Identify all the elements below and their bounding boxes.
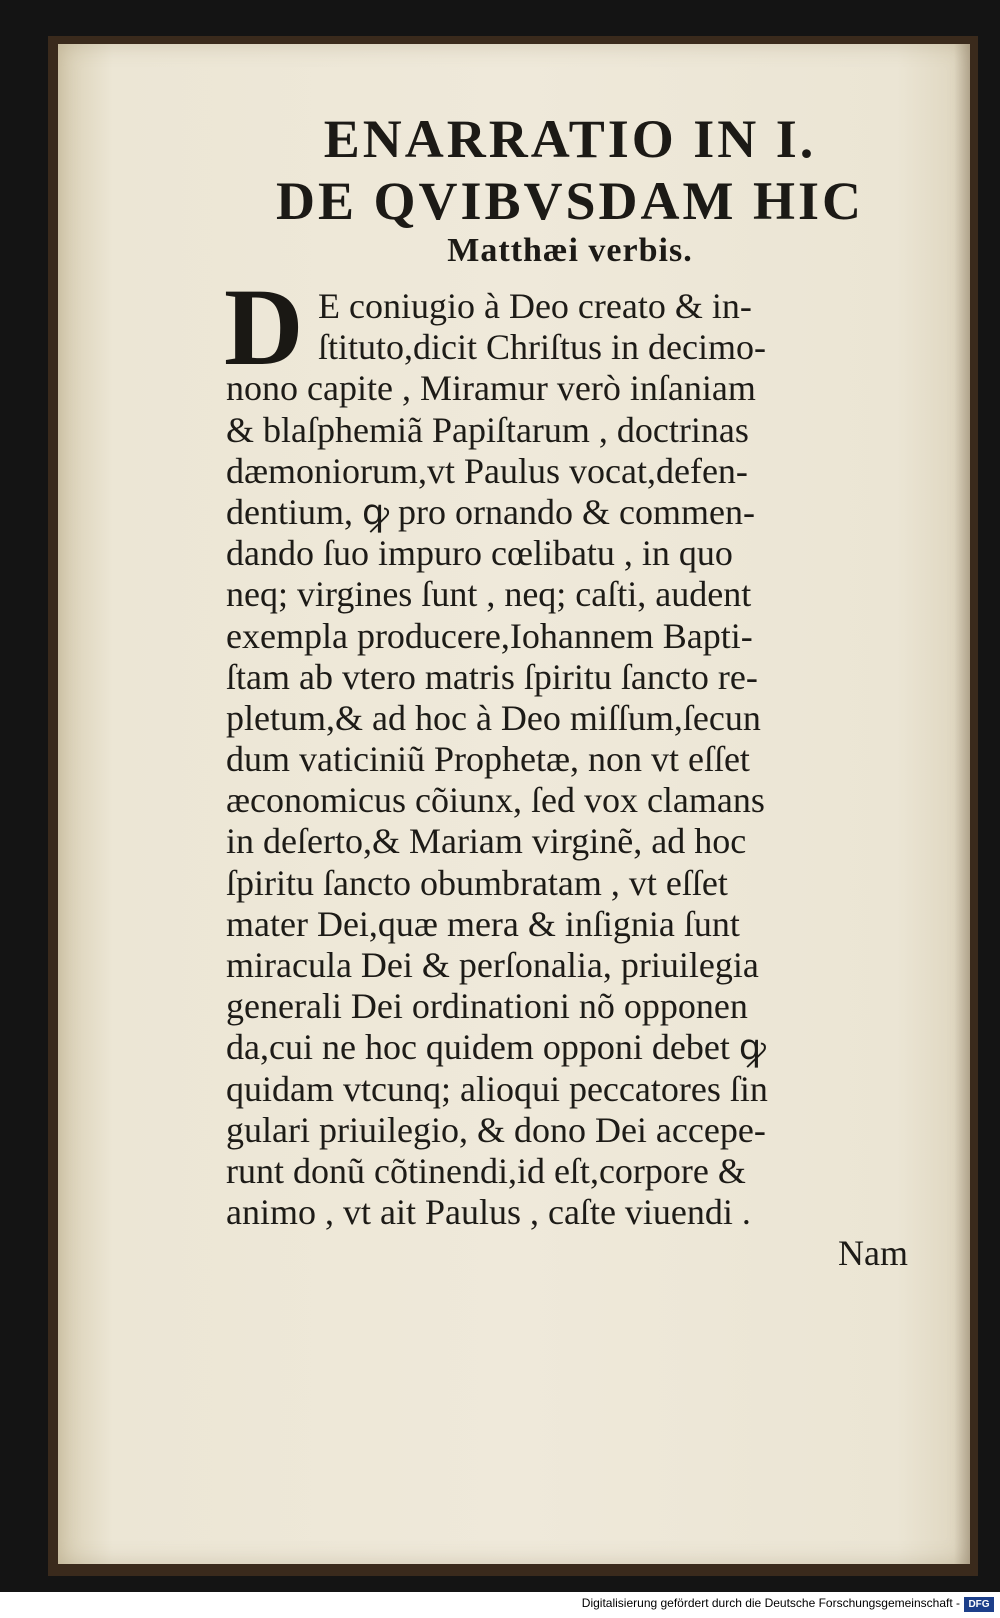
drop-cap-initial: D (224, 266, 304, 388)
text-line: neq; virgines ſunt , neq; caſti, audent (226, 574, 752, 615)
text-line: dum vaticiniũ Prophetæ, non vt eſſet (226, 739, 750, 780)
text-line: da,cui ne hoc quidem opponi debet ꝙ (226, 1027, 766, 1068)
text-line: E coniugio à Deo creato & in- (318, 286, 752, 326)
footer-credit: Digitalisierung gefördert durch die Deutsche Forschungsgemeinschaft - (581, 1596, 960, 1610)
text-line: quidam vtcunq; alioqui peccatores ſin (226, 1068, 768, 1109)
footer-bar (0, 1592, 1000, 1618)
text-line: dando ſuo impuro cœlibatu , in quo (226, 533, 733, 574)
text-line: exempla producere,Iohannem Bapti- (226, 615, 753, 656)
text-line: generali Dei ordinationi nõ opponen (226, 986, 748, 1027)
text-line: æconomicus cõiunx, ſed vox clamans (226, 780, 765, 821)
heading-line-1: ENARRATIO IN I. (323, 109, 817, 169)
page-shadow (954, 44, 970, 1564)
text-line: & blaſphemiã Papiſtarum , doctrinas (226, 409, 749, 450)
dfg-logo: DFG (964, 1597, 994, 1612)
text-line: gulari priuilegio, & dono Dei accepe- (226, 1109, 766, 1150)
catchword: Nam (838, 1233, 908, 1274)
text-line: ſpiritu ſancto obumbratam , vt eſſet (226, 862, 728, 903)
text-line: mater Dei,quæ mera & inſignia ſunt (226, 903, 740, 944)
text-line: runt donũ cõtinendi,id eſt,corpore & (226, 1150, 746, 1191)
text-line: dentium, ꝙ pro ornando & commen- (226, 491, 755, 532)
heading-line-2: DE QVIBVSDAM HIC (275, 171, 865, 231)
text-line: ſtituto,dicit Chriſtus in decimo- (318, 327, 766, 368)
text-line: pletum,& ad hoc à Deo miſſum,ſecun (226, 697, 761, 738)
text-line: miracula Dei & perſonalia, priuilegia (226, 945, 759, 985)
text-line: in deſerto,& Mariam virginẽ, ad hoc (226, 821, 747, 862)
body-text (224, 266, 916, 1275)
text-line: nono capite , Miramur verò inſaniam (226, 368, 756, 409)
heading-line-3: Matthæi verbis. (447, 232, 693, 269)
text-line: dæmoniorum,vt Paulus vocat,defen- (226, 450, 748, 491)
text-line: ſtam ab vtero matris ſpiritu ſancto re- (226, 656, 758, 697)
text-line: animo , vt ait Paulus , caſte viuendi . (226, 1192, 751, 1233)
